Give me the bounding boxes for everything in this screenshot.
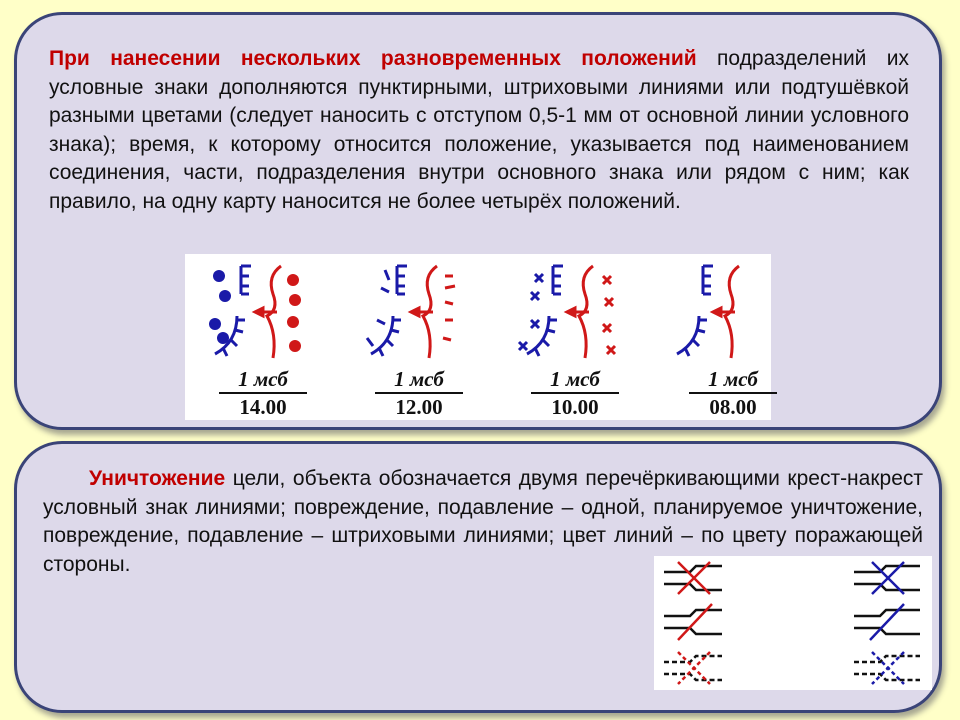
damaged-blue-icon <box>850 602 930 642</box>
fraction-line <box>531 392 619 394</box>
unit-positions-figure <box>185 254 771 420</box>
unit-symbol-0800-icon <box>663 254 803 366</box>
destroyed-red-icon <box>660 558 740 598</box>
unit-symbol-1400-icon <box>193 254 333 366</box>
time-label: 14.00 <box>239 395 287 419</box>
positions-heading: При нанесении нескольких разновременных положений <box>49 47 697 70</box>
time-label: 08.00 <box>709 395 757 419</box>
unit-label: 1 мсб <box>708 367 758 391</box>
damaged-red-icon <box>660 602 740 642</box>
unit-symbol-1200-icon <box>349 254 489 366</box>
fraction-line <box>219 392 307 394</box>
unit-label: 1 мсб <box>394 367 444 391</box>
planned-red-icon <box>660 648 740 688</box>
destroyed-blue-icon <box>850 558 930 598</box>
unit-label: 1 мсб <box>550 367 600 391</box>
time-label: 12.00 <box>395 395 443 419</box>
positions-paragraph <box>49 45 909 216</box>
destruction-heading: Уничтожение <box>89 467 226 490</box>
position-example-4 <box>663 254 803 420</box>
time-label: 10.00 <box>551 395 599 419</box>
planned-blue-icon <box>850 648 930 688</box>
destruction-text: цели, объекта обозначается двумя перечёркивающими крест-накрест условный знак линиями; повреждение, подавление – одной, планируемое уничтожение, повреждение, подавление – штриховыми линиями; цвет линий – по цвету поражающей стороны. <box>43 467 923 576</box>
position-example-3 <box>505 254 645 420</box>
destruction-symbols-figure <box>654 556 932 690</box>
unit-label: 1 мсб <box>238 367 288 391</box>
positions-text: подразделений их условные знаки дополняются пунктирными, штриховыми линиями или подтушёвкой разными цветами (следует наносить с отступом 0,5-1 мм от основной линии условного знака); время, к которому относится положение, указывается под наименованием соединения, части, подразделения внутри основного знака или рядом с ним; как правило, на одну карту наносится не более четырёх положений. <box>49 47 909 213</box>
fraction-line <box>375 392 463 394</box>
unit-symbol-1000-icon <box>505 254 645 366</box>
position-example-2 <box>349 254 489 420</box>
fraction-line <box>689 392 777 394</box>
position-example-1 <box>193 254 333 420</box>
